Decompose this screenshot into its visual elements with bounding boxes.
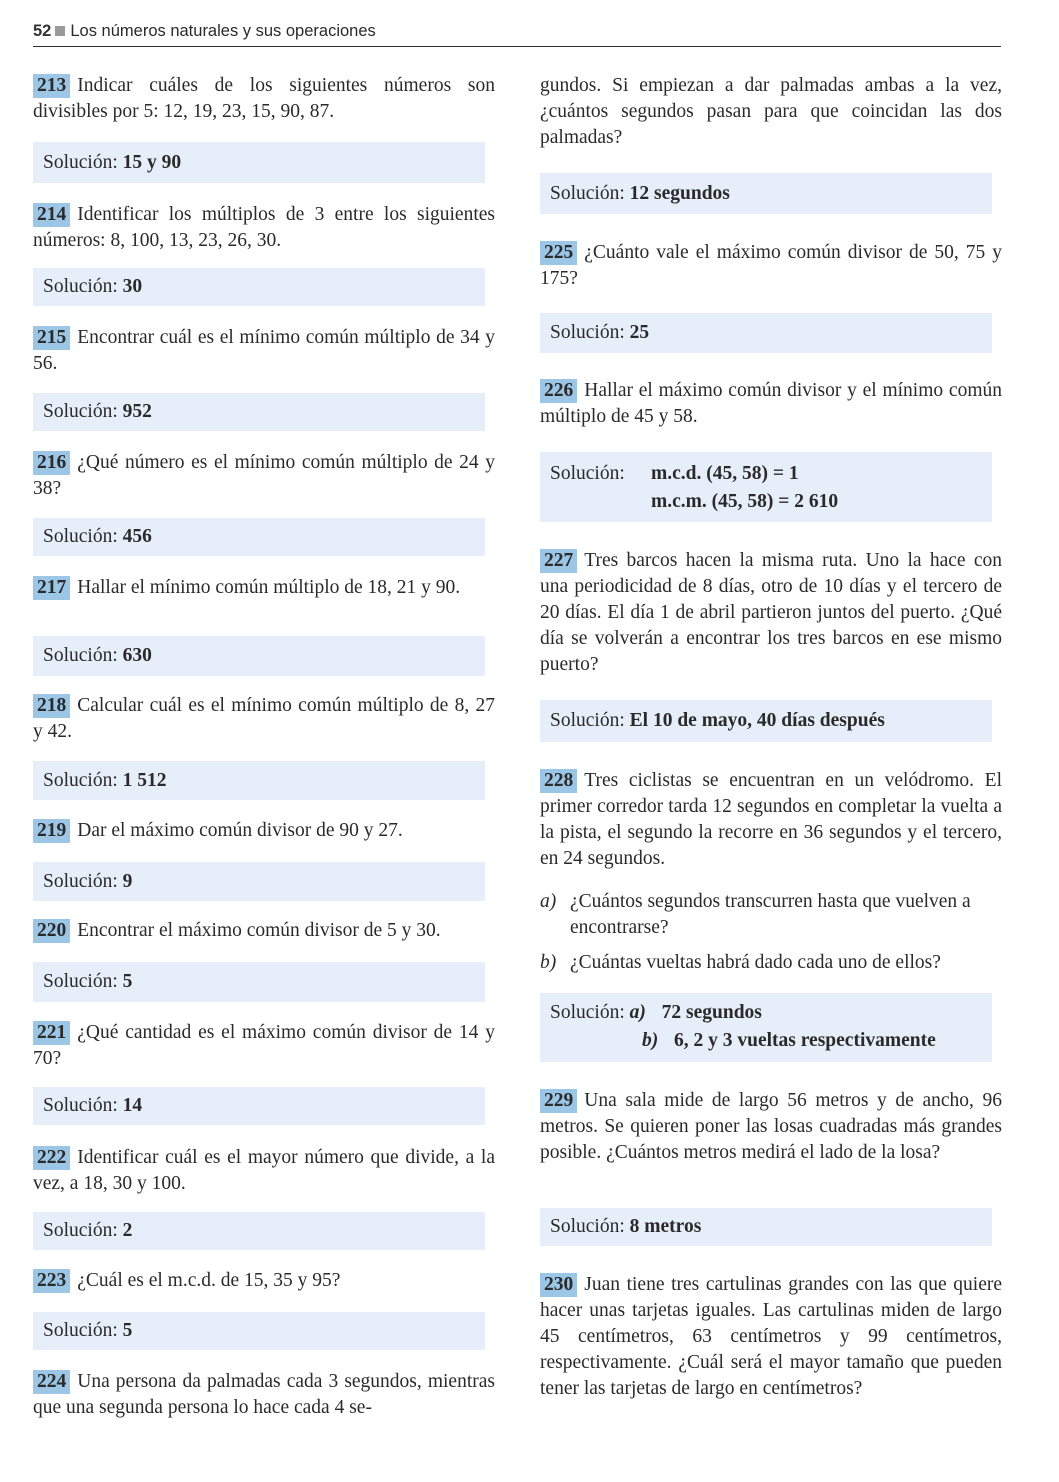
solution-value: 456	[122, 526, 152, 547]
solution-218	[33, 761, 485, 800]
solution-value: 5	[122, 971, 133, 992]
exercise-229	[540, 1088, 1002, 1166]
exercise-text: Tres barcos hacen la misma ruta. Uno la hace con una periodicidad de 8 días, otro de 10 días y el tercero de 20 días. El día 1 de abril partieron juntos del puerto. ¿Qué día se volverán a encontrar los tres barcos en ese mismo puerto?	[540, 550, 1002, 675]
exercise-224-continued	[540, 73, 1002, 151]
exercise-226	[540, 378, 1002, 430]
solution-220	[33, 962, 485, 1002]
solution-label: Solución:	[550, 1216, 625, 1237]
solution-label: Solución:	[550, 1002, 625, 1023]
solution-value: 952	[122, 401, 152, 422]
exercise-text: Encontrar el máximo común divisor de 5 y 30.	[77, 920, 441, 941]
exercise-text: ¿Qué número es el mínimo común múltiplo de 24 y 38?	[33, 452, 495, 499]
exercise-220	[33, 918, 495, 944]
exercise-text: Una persona da palmadas cada 3 segundos, mientras que una segunda persona lo hace cada 4 se-	[33, 1371, 495, 1418]
exercise-text-continued: gundos. Si empiezan a dar palmadas ambas a la vez, ¿cuántos segundos pasan para que coincidan las dos palmadas?	[540, 75, 1002, 148]
exercise-number: 223	[33, 1269, 70, 1293]
question-letter: a)	[540, 891, 557, 912]
exercise-224	[33, 1369, 495, 1421]
exercise-text: Indicar cuáles de los siguientes números son divisibles por 5: 12, 19, 23, 15, 90, 87.	[33, 75, 495, 122]
page-number: 52	[33, 22, 52, 40]
solution-value: 25	[629, 322, 650, 343]
solution-value-a: 72 segundos	[661, 1002, 762, 1023]
solution-label: Solución:	[550, 322, 625, 343]
solution-label: Solución:	[43, 870, 118, 892]
solution-215	[33, 393, 485, 431]
solution-value: 5	[122, 1320, 133, 1341]
solution-219	[33, 862, 485, 901]
exercise-number: 221	[33, 1021, 70, 1045]
solution-226	[540, 452, 992, 522]
solution-label: Solución:	[550, 463, 625, 484]
solution-lcm: m.c.m. (45, 58) = 2 610	[651, 491, 839, 512]
exercise-222	[33, 1145, 495, 1197]
exercise-number: 229	[540, 1089, 577, 1113]
solution-label: Solución:	[43, 401, 118, 422]
exercise-text: Identificar cuál es el mayor número que divide, a la vez, a 18, 30 y 100.	[33, 1147, 495, 1194]
solution-228	[540, 993, 992, 1062]
solution-213	[33, 142, 485, 183]
solution-value: 8 metros	[629, 1216, 702, 1237]
exercise-text: Tres ciclistas se encuentran en un velódromo. El primer corredor tarda 12 segundos en completar la vuelta a la pista, el segundo la recorre en 36 segundos y el tercero, en 24 segundos.	[540, 770, 1002, 869]
exercise-number: 227	[540, 549, 577, 573]
solution-214	[33, 268, 485, 306]
exercise-text: ¿Cuánto vale el máximo común divisor de 50, 75 y 175?	[540, 242, 1002, 289]
exercise-number: 224	[33, 1370, 70, 1394]
solution-223	[33, 1312, 485, 1350]
solution-value: 630	[122, 645, 152, 666]
exercise-text: Una sala mide de largo 56 metros y de ancho, 96 metros. Se quieren poner las losas cuadradas más grandes posible. ¿Cuántos metros medirá el lado de la losa?	[540, 1090, 1002, 1163]
exercise-number: 217	[33, 576, 70, 600]
solution-value: 2	[122, 1220, 133, 1241]
exercise-216	[33, 450, 495, 502]
solution-label: Solución:	[43, 1320, 118, 1341]
solution-value: 12 segundos	[629, 182, 730, 204]
exercise-text: Juan tiene tres cartulinas grandes con las que quiere hacer unas tarjetas iguales. Las cartulinas miden de largo 45 centímetros, 63 centímetros y 99 centímetros, respectivamente. ¿Cuál será el mayor tamaño que pueden tener las tarjetas de largo en centímetros?	[540, 1274, 1002, 1399]
exercise-214	[33, 202, 495, 254]
exercise-227	[540, 548, 1002, 678]
question-b	[540, 950, 1002, 976]
solution-label: Solución:	[550, 710, 625, 731]
exercise-228	[540, 768, 1002, 872]
exercise-number: 226	[540, 379, 577, 403]
solution-value: 30	[122, 276, 143, 297]
solution-value-b: 6, 2 y 3 vueltas respectivamente	[674, 1030, 936, 1051]
solution-value: 15 y 90	[122, 151, 182, 173]
exercise-number: 215	[33, 326, 70, 350]
solution-225	[540, 313, 992, 353]
exercise-225	[540, 240, 1002, 292]
exercise-215	[33, 325, 495, 377]
exercise-text: Hallar el mínimo común múltiplo de 18, 21 y 90.	[77, 577, 461, 598]
exercise-text: ¿Qué cantidad es el máximo común divisor de 14 y 70?	[33, 1022, 495, 1069]
exercise-number: 213	[33, 74, 70, 98]
solution-229	[540, 1208, 992, 1246]
solution-value: 9	[122, 870, 133, 892]
solution-217	[33, 636, 485, 676]
exercise-number: 230	[540, 1273, 577, 1297]
solution-label: Solución:	[43, 1220, 118, 1241]
solution-label: Solución:	[43, 971, 118, 992]
exercise-number: 225	[540, 241, 577, 265]
solution-value: 1 512	[122, 769, 167, 791]
solution-216	[33, 518, 485, 556]
exercise-218	[33, 693, 495, 745]
solution-value: 14	[122, 1095, 143, 1116]
exercise-text: Dar el máximo común divisor de 90 y 27.	[77, 820, 403, 841]
exercise-text: Encontrar cuál es el mínimo común múltiplo de 34 y 56.	[33, 327, 495, 374]
solution-label: Solución:	[43, 645, 118, 666]
exercise-219	[33, 818, 495, 844]
question-text: ¿Cuántas vueltas habrá dado cada uno de ellos?	[570, 952, 941, 973]
solution-letter: a)	[629, 1002, 646, 1023]
solution-value: El 10 de mayo, 40 días después	[629, 710, 885, 731]
exercise-text: Hallar el máximo común divisor y el mínimo común múltiplo de 45 y 58.	[540, 380, 1002, 427]
solution-227	[540, 700, 992, 742]
solution-label: Solución:	[43, 1095, 118, 1116]
solution-gcd: m.c.d. (45, 58) = 1	[651, 463, 799, 484]
solution-letter: b)	[642, 1030, 659, 1051]
exercise-number: 222	[33, 1146, 70, 1170]
solution-224	[540, 173, 992, 214]
exercise-221	[33, 1020, 495, 1072]
solution-label: Solución:	[43, 526, 118, 547]
exercise-223	[33, 1268, 495, 1294]
solution-label: Solución:	[550, 182, 625, 204]
exercise-number: 214	[33, 203, 70, 227]
exercise-number: 219	[33, 819, 70, 843]
exercise-number: 216	[33, 451, 70, 475]
exercise-number: 228	[540, 769, 577, 793]
question-text: ¿Cuántos segundos transcurren hasta que vuelven a encontrarse?	[570, 891, 971, 938]
solution-label: Solución:	[43, 151, 118, 173]
question-letter: b)	[540, 952, 557, 973]
exercise-text: ¿Cuál es el m.c.d. de 15, 35 y 95?	[77, 1270, 341, 1291]
exercise-230	[540, 1272, 1002, 1402]
solution-label: Solución:	[43, 769, 118, 791]
exercise-text: Calcular cuál es el mínimo común múltiplo de 8, 27 y 42.	[33, 695, 495, 742]
page-header	[33, 22, 1001, 47]
exercise-number: 220	[33, 919, 70, 943]
exercise-213	[33, 73, 495, 125]
exercise-text: Identificar los múltiplos de 3 entre los siguientes números: 8, 100, 13, 23, 26, 30.	[33, 204, 495, 251]
chapter-title: Los números naturales y sus operaciones	[70, 22, 376, 40]
exercise-217	[33, 575, 495, 601]
solution-221	[33, 1087, 485, 1125]
solution-label: Solución:	[43, 276, 118, 297]
square-bullet-icon	[55, 26, 65, 36]
exercise-number: 218	[33, 694, 70, 718]
solution-222	[33, 1212, 485, 1250]
question-a	[540, 889, 1002, 941]
